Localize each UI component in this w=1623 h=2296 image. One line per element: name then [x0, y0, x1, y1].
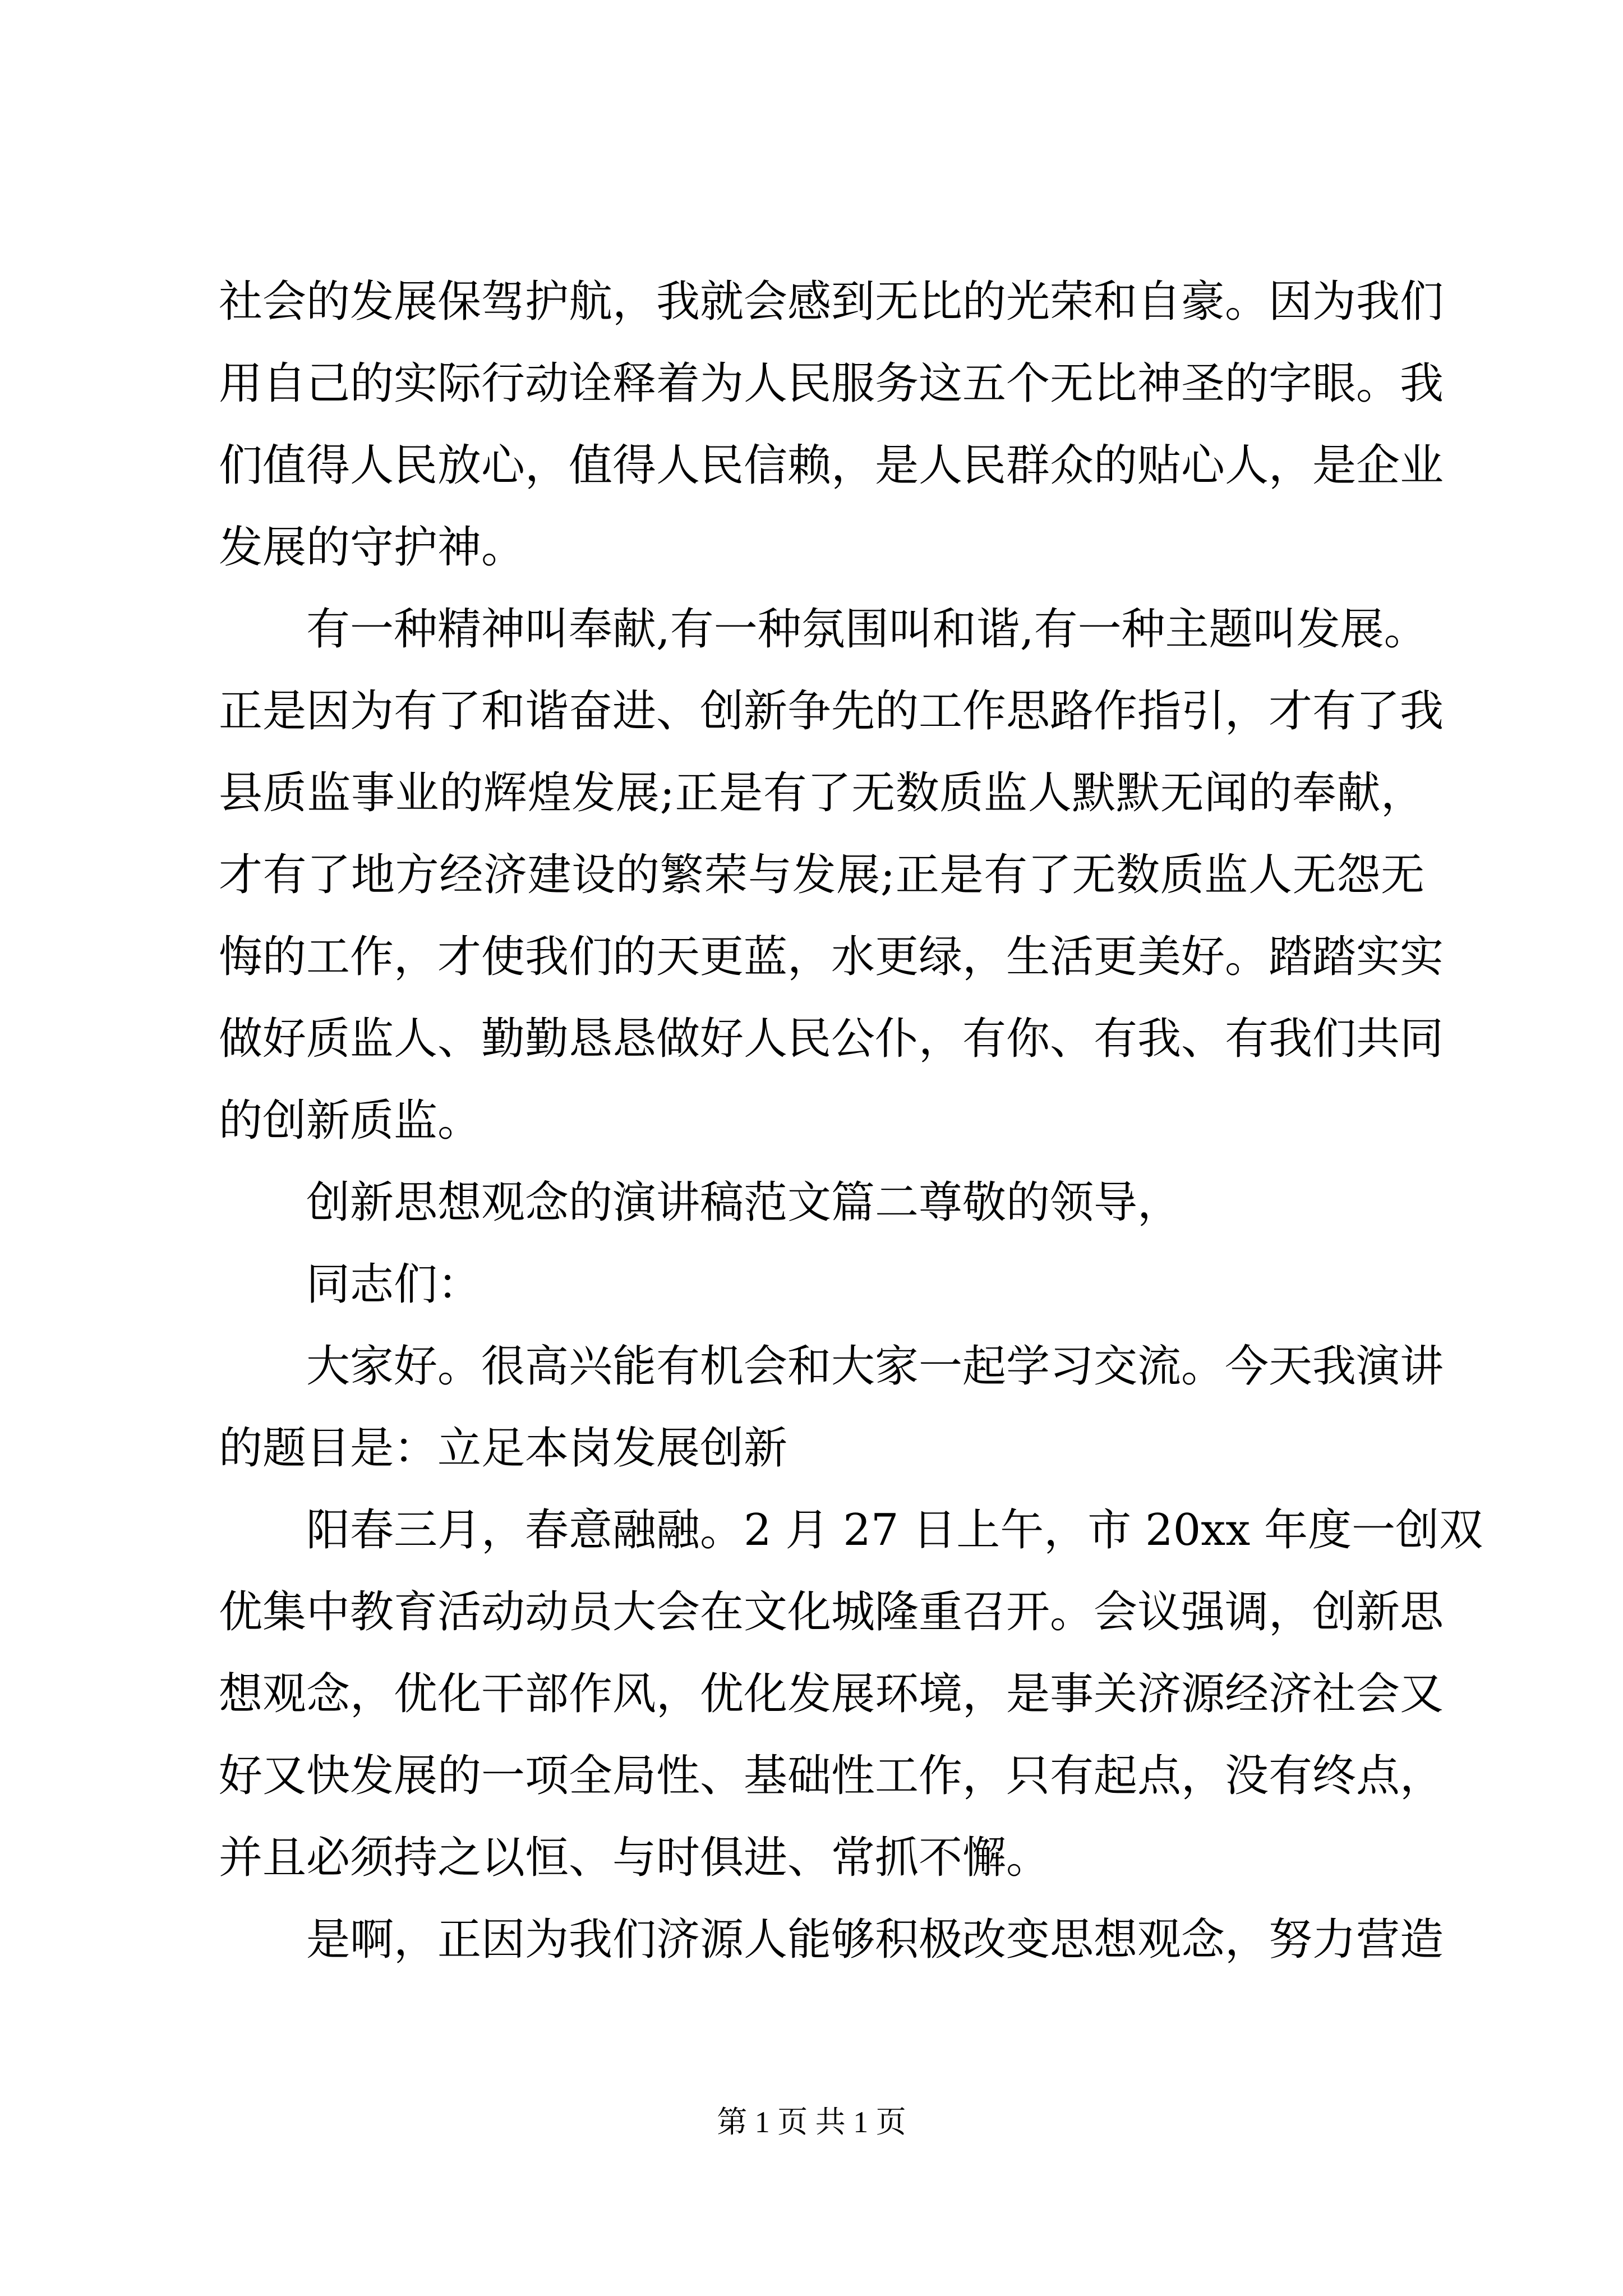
text-line: 才有了地方经济建设的繁荣与发展;正是有了无数质监人无怨无 — [219, 850, 1424, 900]
document-body — [219, 261, 1483, 1981]
text-line: 县质监事业的辉煌发展;正是有了无数质监人默默无闻的奉献， — [219, 768, 1424, 818]
text-line: 大家好。很高兴能有机会和大家一起学习交流。今天我演讲 — [306, 1341, 1444, 1392]
text-line: 创新思想观念的演讲稿范文篇二尊敬的领导， — [306, 1177, 1182, 1228]
text-line: 好又快发展的一项全局性、基础性工作，只有起点，没有终点， — [219, 1751, 1444, 1801]
text-line: 悔的工作，才使我们的天更蓝，水更绿，生活更美好。踏踏实实 — [219, 932, 1444, 982]
text-line: 的题目是：立足本岗发展创新 — [219, 1423, 788, 1474]
text-line: 并且必须持之以恒、与时俱进、常抓不懈。 — [219, 1833, 1050, 1883]
text-line: 想观念，优化干部作风，优化发展环境，是事关济源经济社会又 — [219, 1669, 1444, 1719]
text-line: 优集中教育活动动员大会在文化城隆重召开。会议强调，创新思 — [219, 1587, 1444, 1637]
text-line: 用自己的实际行动诠释着为人民服务这五个无比神圣的字眼。我 — [219, 358, 1444, 409]
text-line: 阳春三月，春意融融。2 月 27 日上午，市 20xx 年度一创双 — [306, 1505, 1483, 1556]
text-line: 正是因为有了和谐奋进、创新争先的工作思路作指引，才有了我 — [219, 686, 1444, 737]
text-line: 们值得人民放心，值得人民信赖，是人民群众的贴心人，是企业 — [219, 440, 1444, 491]
page-footer: 第 1 页 共 1 页 — [717, 2105, 906, 2139]
text-line: 有一种精神叫奉献,有一种氛围叫和谐,有一种主题叫发展。 — [306, 604, 1428, 655]
text-line: 是啊，正因为我们济源人能够积极改变思想观念，努力营造 — [306, 1915, 1444, 1965]
text-line: 社会的发展保驾护航，我就会感到无比的光荣和自豪。因为我们 — [219, 277, 1444, 327]
text-line: 同志们： — [306, 1259, 482, 1310]
text-line: 做好质监人、勤勤恳恳做好人民公仆，有你、有我、有我们共同 — [219, 1014, 1444, 1064]
text-line: 的创新质监。 — [219, 1096, 482, 1146]
text-line: 发展的守护神。 — [219, 522, 525, 573]
